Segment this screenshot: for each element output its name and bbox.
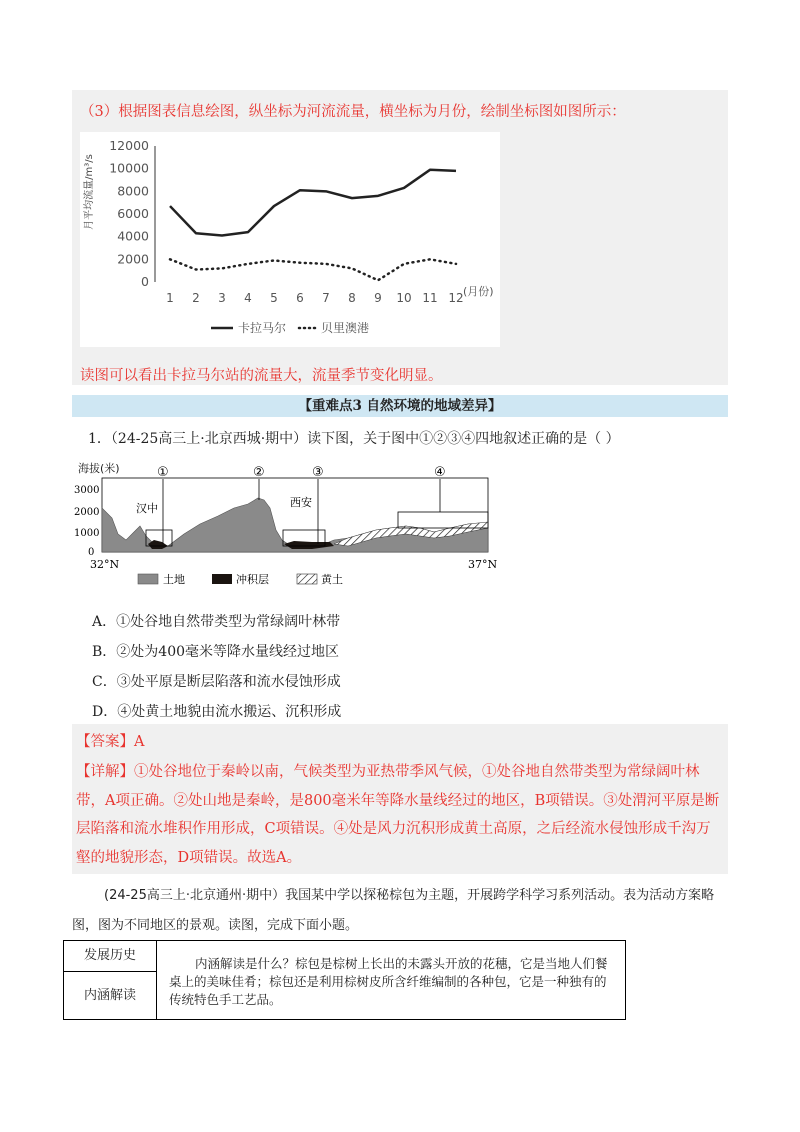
table-cell-content: 内涵解读是什么？棕包是棕树上长出的未露头开放的花穗，它是当地人们餐桌上的美味佳肴；棕包还是利用棕树皮所含纤维编制的各种包，它是一种独有的传统特色手工艺品。: [169, 956, 608, 1007]
detail-label: 【详解】: [76, 764, 134, 780]
solution-part3-block: [72, 90, 728, 385]
option-a: A．①处谷地自然带类型为常绿阔叶林带: [92, 614, 341, 630]
option-b: B．②处为400毫米等降水量线经过地区: [92, 644, 340, 660]
chart-ylabel: 月平均流量/m³/s: [84, 154, 95, 230]
section-heading: 【重难点3 自然环境的地域差异】: [72, 395, 728, 417]
legend-loess-swatch: [297, 574, 317, 584]
legend-alluvium-swatch: [212, 574, 232, 584]
legend-land: 土地: [163, 573, 185, 586]
chart-xtick-label: 3: [218, 291, 226, 305]
chart-xtick-label: 12: [448, 291, 464, 305]
legend-land-swatch: [138, 574, 158, 584]
marker-4: ④: [434, 465, 446, 480]
detail-text: ①处谷地位于秦岭以南，气候类型为亚热带季风气候，①处谷地自然带类型为常绿阔叶林带，A项正确。②处山地是秦岭，是800毫米年等降水量线经过的地区，B项错误。③处渭河平原是断层陷落和流水堆积作用形成，C项错误。④处是风力沉积形成黄土高原，之后经流水侵蚀形成千沟万壑的地貌形态，D项错误。故选A。: [76, 764, 720, 866]
chart-xtick-label: 1: [166, 291, 174, 305]
chart-ytick-label: 4000: [117, 228, 149, 244]
chart-xtick-label: 6: [296, 291, 304, 305]
marker-3: ③: [312, 465, 324, 480]
table-row-history: 发展历史: [64, 941, 157, 972]
chart-xtick-label: 10: [396, 291, 412, 305]
marker-2: ②: [253, 465, 265, 480]
chart-xtick-label: 2: [192, 291, 200, 305]
question-intro: (24-25高三上·北京通州·期中）我国某中学以探秘棕包为主题，开展跨学科学习系列活动。表为活动方案略图，图为不同地区的景观。读图，完成下面小题。: [72, 888, 715, 933]
activity-table: [63, 940, 626, 1020]
chart-xtick-label: 8: [348, 291, 356, 305]
place-xian: 西安: [290, 496, 312, 509]
chart-xtick-label: 7: [322, 291, 330, 305]
chart-series-line-1: [170, 170, 456, 236]
chart-ytick-label: 0: [141, 274, 149, 289]
legend-loess: 黄土: [321, 573, 343, 586]
chart-ytick-label: 2000: [117, 251, 149, 267]
flow-chart: [80, 132, 500, 347]
chart-ytick-label: 12000: [109, 138, 149, 153]
chart-series-line-2: [170, 259, 456, 280]
chart-ytick-label: 6000: [117, 206, 149, 221]
table-row-interpretation: 内涵解读: [64, 972, 157, 1019]
chart-xunit: (月份): [463, 285, 494, 298]
terrain-profile-diagram: [72, 456, 502, 586]
option-c: C．③处平原是断层陷落和流水侵蚀形成: [92, 674, 341, 690]
profile-ytick: 1000: [74, 528, 100, 539]
profile-x-right: 37°N: [468, 558, 498, 571]
answer-detail: [76, 758, 724, 872]
profile-x-left: 32°N: [90, 558, 120, 571]
part3-text: （3）根据图表信息绘图，纵坐标为河流流量，横坐标为月份，绘制坐标图如图所示：: [80, 104, 626, 120]
chart-ytick-label: 8000: [117, 183, 149, 199]
answer-block: [72, 724, 728, 874]
legend-alluvium: 冲积层: [236, 573, 269, 586]
legend-series-1: 卡拉马尔: [238, 321, 287, 335]
chart-xtick-label: 4: [244, 291, 252, 305]
chart-xtick-label: 5: [270, 291, 278, 305]
answer-line: 【答案】A: [76, 734, 145, 750]
legend-series-2: 贝里澳港: [321, 321, 370, 335]
option-d: D．④处黄土地貌由流水搬运、沉积形成: [92, 704, 342, 720]
chart-xtick-label: 9: [374, 291, 382, 305]
profile-ytick: 0: [88, 547, 95, 558]
place-hanzhong: 汉中: [136, 502, 158, 515]
question-1: 1．（24-25高三上·北京西城·期中）读下图，关于图中①②③④四地叙述正确的是（ ）: [88, 431, 620, 447]
profile-ylabel: 海拔(米): [78, 462, 120, 475]
chart-xtick-label: 11: [422, 291, 438, 305]
terrain-profile-svg: [72, 456, 502, 586]
profile-ytick: 3000: [74, 485, 100, 496]
flow-chart-svg: [80, 132, 500, 347]
marker-1: ①: [157, 465, 169, 480]
profile-ytick: 2000: [74, 507, 100, 518]
chart-ytick-label: 10000: [109, 160, 149, 176]
chart-conclusion: 读图可以看出卡拉马尔站的流量大，流量季节变化明显。: [80, 368, 443, 384]
